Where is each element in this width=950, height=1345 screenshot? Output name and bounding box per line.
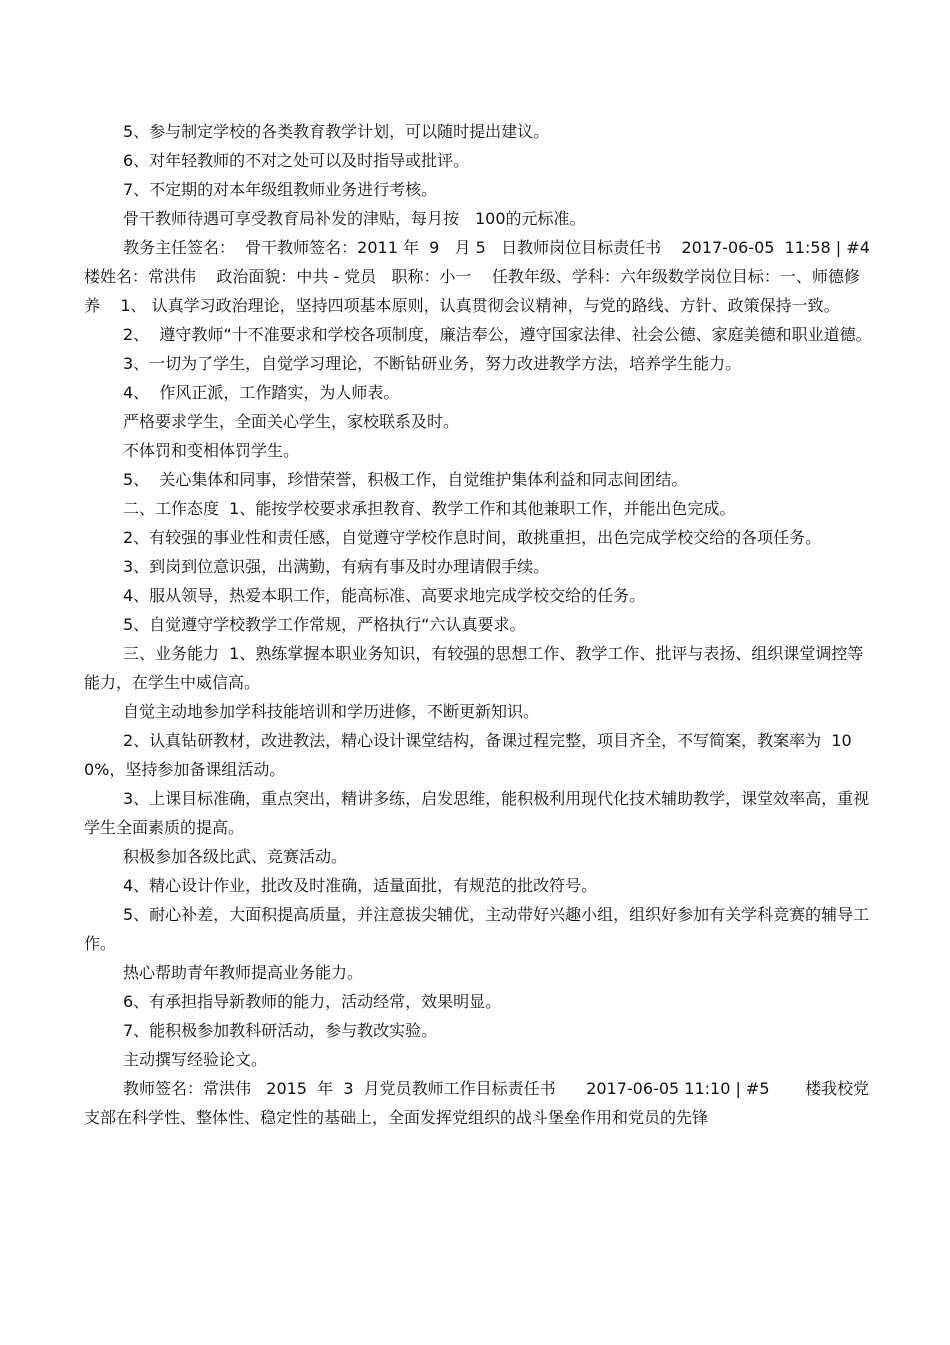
paragraph: 4、精心设计作业，批改及时准确，适量面批，有规范的批改符号。 — [123, 876, 598, 895]
paragraph: 5、 关心集体和同事，珍惜荣誉，积极工作，自觉维护集体利益和同志间团结。 — [123, 470, 688, 489]
paragraph: 2、认真钻研教材，改进教法，精心设计课堂结构，备课过程完整，项目齐全，不写简案，教案率为 100%，坚持参加备课组活动。 — [84, 731, 852, 779]
paragraph: 二、工作态度 1、能按学校要求承担教育、教学工作和其他兼职工作，并能出色完成。 — [123, 499, 736, 518]
paragraph: 3、到岗到位意识强，出满勤，有病有事及时办理请假手续。 — [123, 557, 550, 576]
paragraph: 教师签名：常洪伟 2015 年 3 月党员教师工作目标责任书 2017-06-05 11:10 | #5 楼我校党支部在科学性、整体性、稳定性的基础上，全面发挥党组织的战斗堡垒作用和党员的先锋 — [84, 1079, 870, 1127]
paragraph: 骨干教师待遇可享受教育局补发的津贴，每月按 100的元标准。 — [123, 209, 586, 228]
paragraph: 5、耐心补差，大面积提高质量，并注意拔尖辅优，主动带好兴趣小组，组织好参加有关学科竞赛的辅导工作。 — [84, 905, 870, 953]
paragraph: 不体罚和变相体罚学生。 — [123, 441, 300, 460]
paragraph: 教务主任签名： 骨干教师签名：2011 年 9 月 5 日教师岗位目标责任书 2017-06-05 11:58 | #4 楼姓名：常洪伟 政治面貌：中共 - 党员 职称：小一 任教年级、学科：六年级数学岗位目标：一、师德修养 1、 认真学习政治理论，坚持四项基本原则，认真贯彻会议精神，与党的路线、方针、政策保持一致。 — [84, 238, 886, 315]
paragraph: 5、自觉遵守学校教学工作常规，严格执行“六认真要求。 — [123, 615, 526, 634]
paragraph: 4、 作风正派，工作踏实，为人师表。 — [123, 383, 400, 402]
paragraph: 热心帮助青年教师提高业务能力。 — [123, 963, 364, 982]
paragraph: 2、有较强的事业性和责任感，自觉遵守学校作息时间，敢挑重担，出色完成学校交给的各项任务。 — [123, 528, 822, 547]
paragraph: 3、上课目标准确，重点突出，精讲多练，启发思维，能积极利用现代化技术辅助教学，课堂效率高，重视学生全面素质的提高。 — [84, 789, 870, 837]
paragraph: 积极参加各级比武、竞赛活动。 — [123, 847, 348, 866]
paragraph: 自觉主动地参加学科技能培训和学历进修，不断更新知识。 — [123, 702, 540, 721]
document-body — [84, 117, 886, 1132]
paragraph: 6、对年轻教师的不对之处可以及时指导或批评。 — [123, 151, 470, 170]
paragraph: 7、能积极参加教科研活动，参与教改实验。 — [123, 1021, 438, 1040]
paragraph: 三、业务能力 1、熟练掌握本职业务知识，有较强的思想工作、教学工作、批评与表扬、组织课堂调控等能力，在学生中威信高。 — [84, 644, 864, 692]
paragraph: 2、 遵守教师“十不准要求和学校各项制度，廉洁奉公，遵守国家法律、社会公德、家庭美德和职业道德。 — [123, 325, 872, 344]
paragraph: 主动撰写经验论文。 — [123, 1050, 268, 1069]
paragraph: 5、参与制定学校的各类教育教学计划，可以随时提出建议。 — [123, 122, 550, 141]
paragraph: 3、一切为了学生，自觉学习理论，不断钻研业务，努力改进教学方法，培养学生能力。 — [123, 354, 742, 373]
paragraph: 6、有承担指导新教师的能力，活动经常，效果明显。 — [123, 992, 502, 1011]
paragraph: 严格要求学生，全面关心学生，家校联系及时。 — [123, 412, 460, 431]
paragraph: 7、不定期的对本年级组教师业务进行考核。 — [123, 180, 438, 199]
paragraph: 4、服从领导，热爱本职工作，能高标准、高要求地完成学校交给的任务。 — [123, 586, 646, 605]
